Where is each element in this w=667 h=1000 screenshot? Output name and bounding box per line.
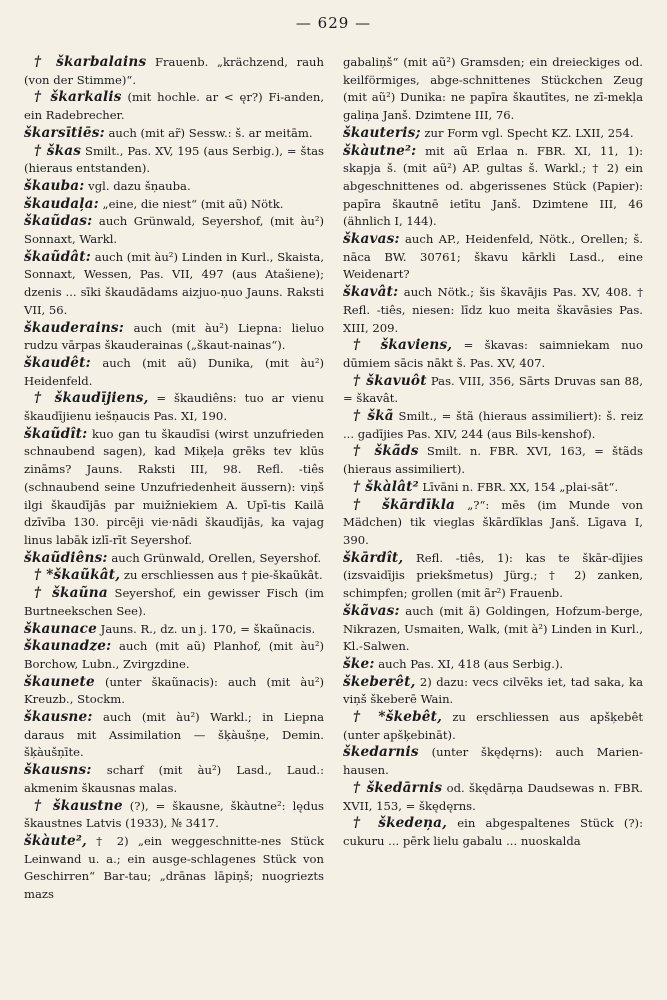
dictionary-entry [24,426,324,550]
entry-headword: škaũdât: [24,248,91,265]
entry-headword: škaunace [24,620,97,637]
dictionary-entry [343,408,643,443]
entry-headword: † škaudījiens, [34,390,149,407]
dictionary-entry [343,550,643,603]
dictionary-entry [24,798,324,833]
entry-body: = škaudiêns: tuo ar vienu škaudījienu iešņaucis Pas. XI, 190. [24,391,325,424]
dictionary-entry [343,337,643,372]
entry-headword: ške: [343,655,375,672]
entry-body: auch (mit aũ) Dunika, (mit àu²) Heidenfeld. [24,355,324,388]
entry-body: auch Grünwald, Orellen, Seyershof. [107,550,322,565]
entry-body: zur Form vgl. Specht KZ. LXII, 254. [420,125,634,140]
dictionary-entry [24,89,324,124]
page-number: — 629 — [295,14,372,32]
dictionary-entry [24,390,324,425]
entry-headword: škauteris; [343,124,421,141]
entry-body: 2) dazu: vecs cilvēks iet, tad saka, ka viņš škeberē Wain. [343,674,643,707]
entry-body: scharf (mit àu²) Lasd., Laud.: akmenim škausnas malas. [24,763,324,795]
entry-headword: škàute², [24,832,87,849]
entry-headword: škaudaļa: [24,195,99,212]
dictionary-entry [343,443,643,478]
entry-body: auch (mit aũ) Planhof, (mit àu²) Borchow, Lubn., Zvirgzdine. [24,639,324,671]
entry-headword: škauderains: [24,319,125,336]
entry-body: „?“: mēs (im Munde von Mädchen) tik vieglas škārdīklas Janš. Līgava I, 390. [343,497,643,547]
dictionary-entry [24,674,324,709]
entry-body: od. škędārņa Daudsewas n. FBR. XVII, 153, = škędęrns. [343,780,643,813]
entry-headword: škedarnis [343,744,419,761]
dictionary-entry [343,656,643,674]
entry-body: Frauenb. „krächzend, rauh (von der Stimme)“. [24,55,324,87]
entry-headword: škauba: [24,177,85,194]
entry-body: zu erschliessen aus apšķebêt (unter apšķebināt). [343,710,643,742]
dictionary-entry [24,621,324,639]
dictionary-entry [343,143,643,232]
entry-body: (unter škędęrns): auch Marien-hausen. [343,745,643,778]
entry-headword: † *škaũkât, [34,567,121,584]
entry-headword: škaũdît: [24,425,88,442]
dictionary-entry [343,231,643,284]
dictionary-entry [24,196,324,214]
entry-body: auch (mit àu²) Warkl.; in Liepna daraus mit Assimilation — šķàušņe, Demin. šķàušņīte. [24,710,324,760]
entry-headword: † škas [34,142,82,159]
entry-headword: škausns: [24,762,92,779]
dictionary-entry [24,355,324,390]
dictionary-entry [24,54,324,89]
dictionary-entry [24,585,324,620]
entry-headword: † škārdīkla [353,496,456,513]
dictionary-entry [24,178,324,196]
dictionary-entry [343,479,643,497]
entry-headword: škaudêt: [24,354,91,371]
entry-headword: † škaustne [34,797,123,814]
entry-body: Līvāni n. FBR. XX, 154 „plai-sāt“. [418,479,619,494]
right-column [343,54,643,851]
entry-body: auch (mit ar̃) Sessw.: š. ar meitām. [104,125,313,140]
entry-headword: † škàlât² [353,478,419,495]
entry-body: Refl. -tiês, 1): kas te škār-dījies (izsvaidījis priekšmetus) Jürg.; † 2) zanken, schimpfen; grollen (mit ãr²) Frauenb. [343,550,643,601]
dictionary-entry [24,125,324,143]
entry-body: Smilt. n. FBR. XVI, 163, = štãds (hieraus assimiliert). [343,444,644,477]
dictionary-entry [24,550,324,568]
entry-headword: † škãds [353,443,419,460]
entry-body: Smilt., = štã (hieraus assimiliert): š. reiz ... gadījies Pas. XIV, 244 (aus Bils-kenshof). [343,409,643,441]
entry-body: gabaliņš“ (mit aũ²) Gramsden; ein dreieckiges od. keilförmiges, abge-schnittenes Stückchen Zeug (mit aũ²) Dunika: ne papīra škautītes, ne zī-mekļa galiņa Janš. Dzimtene III, 76. [343,55,643,123]
entry-headword: † škaũna [34,585,108,602]
entry-body: Pas. VIII, 356, Sārts Druvas san 88, = škavât. [343,373,643,406]
entry-body: auch (mit àu²) Liepna: lieluo rudzu vārpas škauderainas („škaut-nainas“). [24,320,324,353]
dictionary-entry [24,143,324,178]
entry-body: auch Pas. XI, 418 (aus Serbig.). [374,656,564,671]
dictionary-entry [343,709,643,744]
dictionary-entry [24,833,324,904]
entry-body: ein abgespaltenes Stück (?): cukuru ... pērk lielu gabalu ... nuoskalda [343,816,643,848]
entry-headword: škàutne²: [343,142,417,159]
dictionary-entry [24,320,324,355]
entry-body: Seyershof, ein gewisser Fisch (im Burtneekschen See). [24,586,324,618]
dictionary-entry [343,284,643,337]
entry-body: auch (mit ã) Goldingen, Hofzum-berge, Nikrazen, Usmaiten, Walk, (mit à²) Linden in Kurl., Kl.-Salwen. [343,603,643,654]
entry-body: vgl. dazu šņauba. [84,178,191,193]
entry-body: Smilt., Pas. XV, 195 (aus Serbig.), = štas (hieraus entstanden). [24,143,324,176]
entry-headword: škaũdiêns: [24,549,108,566]
entry-headword: † škarkalis [34,89,122,106]
entry-headword: † škã [353,408,394,425]
entry-body: (mit hochle. ar < ęr?) Fi-anden, ein Radebrecher. [24,90,324,123]
entry-body: kuo gan tu škaudīsi (wirst unzufrieden schnaubend sagen), kad Miķeļa grēks tev klūs zināms? Jauns. Raksti III, 98. Refl. -tiês (schnaubend seine Unzufriedenheit äussern): viņš ilgi škaudījās par muižniekiem A. Upī-tis Kailā dzīvība 130. pircēji vie·nādi škaudījās, ka vajag linus labāk izlī-rīt Seyershof. [24,426,324,547]
entry-body: zu erschliessen aus † pie-škaũkât. [120,568,323,583]
dictionary-entry [343,674,643,709]
entry-headword: škaunete [24,673,95,690]
entry-body: auch Grünwald, Seyershof, (mit àu²) Sonnaxt, Warkl. [24,214,324,247]
entry-body: (unter škaũnacis): auch (mit àu²) Kreuzb., Stockm. [24,674,324,707]
entry-headword: škaũdas: [24,213,93,230]
dictionary-entry [343,815,643,850]
entry-body: = škavas: saimniekam nuo dūmiem sācis nākt š. Pas. XV, 407. [343,338,643,370]
dictionary-entry [24,709,324,762]
entry-body: † 2) „ein weggeschnitte-nes Stück Leinwand u. a.; ein ausge-schlagenes Stück von Geschirren“ Bar-tau; „drānas lāpiņš; nuogriezts mazs [24,833,324,902]
dictionary-entry [343,497,643,550]
dictionary-entry [343,780,643,815]
entry-body: mit aũ Erlaa n. FBR. XI, 11, 1): skapja š. (mit aũ²) AP. gultas š. Warkl.; † 2) ein abgeschnittenes od. abgerissenes Stück (Papier): papīra škautnē ietītu Janš. Dzimtene III, 46 (ähnlich I, 144). [343,143,643,229]
entry-headword: † škaviens, [353,337,453,354]
dictionary-entry [343,125,643,143]
dictionary-entry [24,762,324,797]
entry-headword: † škarbalains [34,54,147,70]
dictionary-entry [24,213,324,248]
entry-headword: † škedārnis [353,779,443,796]
dictionary-entry [24,638,324,673]
entry-body: Jauns. R., dz. un j. 170, = škaũnacis. [96,621,316,636]
entry-headword: škavas: [343,231,400,248]
entry-headword: škaunadze: [24,638,112,655]
entry-headword: škarsītiēs: [24,124,105,141]
entry-body: auch AP., Heidenfeld, Nötk., Orellen; š. nāca BW. 30761; škavu kārkli Lasd., eine Weidenart? [343,232,643,282]
dictionary-entry [24,249,324,320]
dictionary-entry [343,603,643,656]
entry-headword: † škedeņa, [353,815,448,832]
entry-headword: † škavuôt [353,372,427,389]
entry-body: „eine, die niest“ (mit aũ) Nötk. [98,196,284,211]
entry-body: (?), = škausne, škàutne²: lędus škaustnes Latvis (1933), № 3417. [24,798,324,831]
dictionary-entry [343,54,643,125]
entry-body: auch Nötk.; šis škavājis Pas. XV, 408. † Refl. -tiês, niesen: līdz kuo meita škavāsies Pas. XIII, 209. [343,285,643,335]
dictionary-entry [343,373,643,408]
entry-headword: † *škebêt, [353,709,443,726]
entry-headword: škãvas: [343,602,400,619]
left-column [24,54,324,904]
dictionary-entry [343,744,643,779]
dictionary-entry [24,567,324,585]
entry-headword: škārdît, [343,549,404,566]
entry-headword: škeberêt, [343,673,416,690]
entry-headword: škavât: [343,284,399,301]
entry-headword: škausne: [24,709,93,726]
entry-body: auch (mit àu²) Linden in Kurl., Skaista, Sonnaxt, Wessen, Pas. VII, 497 (aus Atašiene); dzenis ... sīki škaudādams aizjuo-ņuo Jauns. Raksti VII, 56. [24,249,324,317]
